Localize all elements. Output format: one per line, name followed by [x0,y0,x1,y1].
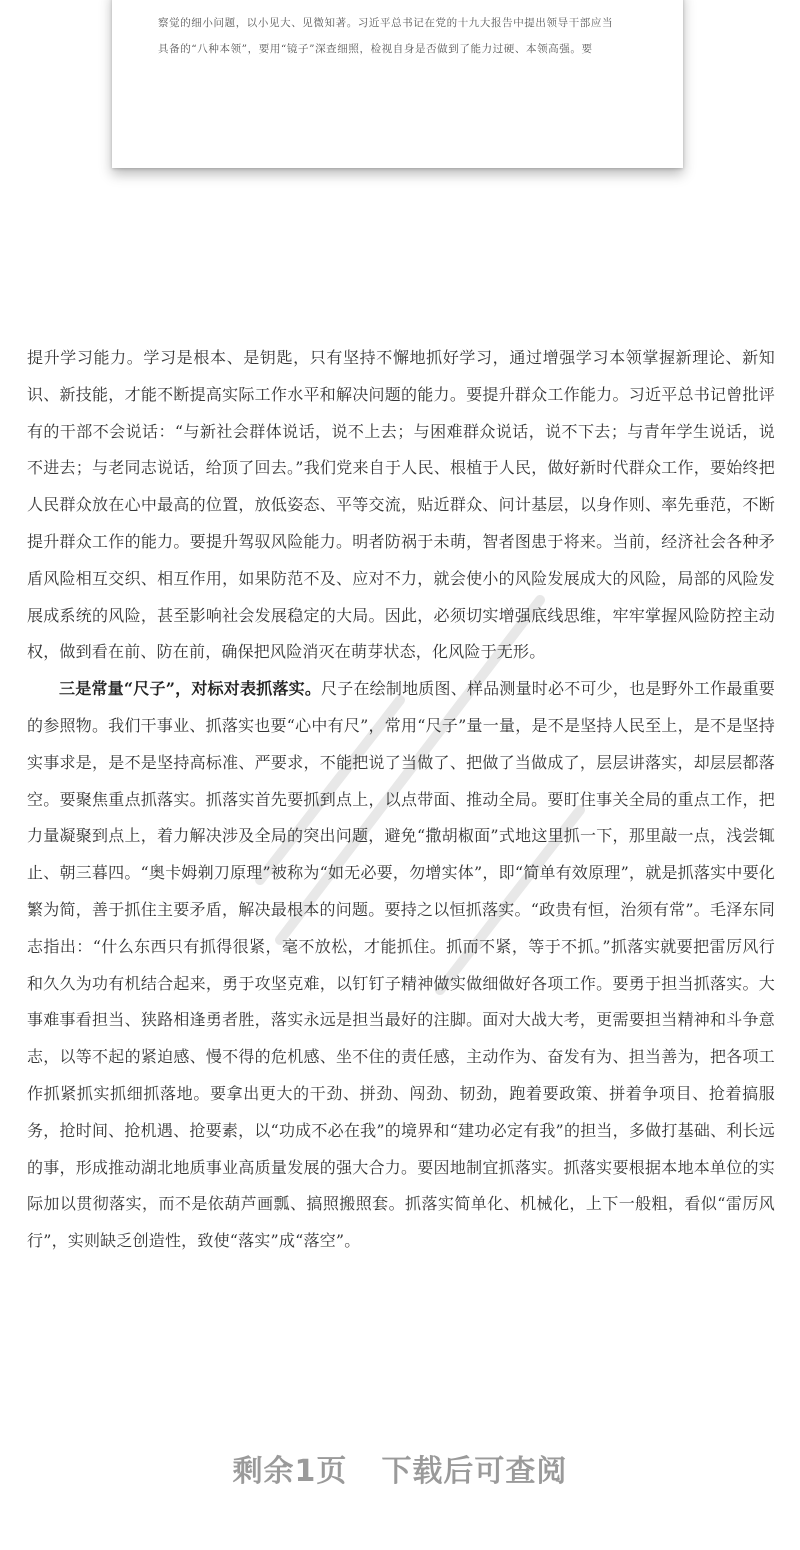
preview-line-1: 察觉的细小问题，以小见大、见微知著。习近平总书记在党的十九大报告中提出领导干部应当 [158,17,614,29]
remaining-pages-label: 剩余1页 [232,1454,348,1489]
article-paragraph: 提升学习能力。学习是根本、是钥匙，只有坚持不懈地抓好学习，通过增强学习本领掌握新理论、新知识、新技能，才能不断提高实际工作水平和解决问题的能力。要提升群众工作能力。习近平总书记曾批评有的干部不会说话：“与新社会群体说话，说不上去；与困难群众说话，说不下去；与青年学生说话，说不进去；与老同志说话，给顶了回去。”我们党来自于人民、根植于人民，做好新时代群众工作，要始终把人民群众放在心中最高的位置，放低姿态、平等交流，贴近群众、问计基层，以身作则、率先垂范，不断提升群众工作的能力。要提升驾驭风险能力。明者防祸于未萌，智者图患于将来。当前，经济社会各种矛盾风险相互交织、相互作用，如果防范不及、应对不力，就会使小的风险发展成大的风险，局部的风险发展成系统的风险，甚至影响社会发展稳定的大局。因此，必须切实增强底线思维，牢牢掌握风险防控主动权，做到看在前、防在前，确保把风险消灭在萌芽状态，化风险于无形。 [27,348,775,662]
section-heading: 三是常量“尺子”，对标对表抓落实。 [59,679,322,699]
article-body [27,340,775,1260]
article-paragraph [27,671,775,1260]
document-preview-card [112,0,683,168]
download-prompt-banner[interactable] [0,1446,800,1490]
paragraph-body: 尺子在绘制地质图、样品测量时必不可少，也是野外工作最重要的参照物。我们干事业、抓落实也要“心中有尺”，常用“尺子”量一量，是不是坚持人民至上，是不是坚持实事求是，是不是坚持高标准、严要求，不能把说了当做了、把做了当做成了，层层讲落实，却层层都落空。要聚焦重点抓落实。抓落实首先要抓到点上，以点带面、推动全局。要盯住事关全局的重点工作，把力量凝聚到点上，着力解决涉及全局的突出问题，避免“撒胡椒面”式地这里抓一下，那里敲一点，浅尝辄止、朝三暮四。“奥卡姆剃刀原理”被称为“如无必要，勿增实体”，即“简单有效原理”，就是抓落实中要化繁为简，善于抓住主要矛盾，解决最根本的问题。要持之以恒抓落实。“政贵有恒，治须有常”。毛泽东同志指出：“什么东西只有抓得很紧，毫不放松，才能抓住。抓而不紧，等于不抓。”抓落实就要把雷厉风行和久久为功有机结合起来，勇于攻坚克难，以钉钉子精神做实做细做好各项工作。要勇于担当抓落实。大事难事看担当、狭路相逢勇者胜，落实永远是担当最好的注脚。面对大战大考，更需要担当精神和斗争意志，以等不起的紧迫感、慢不得的危机感、坐不住的责任感，主动作为、奋发有为、担当善为，把各项工作抓紧抓实抓细抓落地。要拿出更大的干劲、拼劲、闯劲、韧劲，跑着要政策、拼着争项目、抢着搞服务，抢时间、抢机遇、抢要素，以“功成不必在我”的境界和“建功必定有我”的担当，多做打基础、利长远的事，形成推动湖北地质事业高质量发展的强大合力。要因地制宜抓落实。抓落实要根据本地本单位的实际加以贯彻落实，而不是依葫芦画瓢、搞照搬照套。抓落实简单化、机械化，上下一般粗，看似“雷厉风行”，实则缺乏创造性，致使“落实”成“落空”。 [27,679,775,1251]
preview-line-2: 具备的“八种本领”，要用“镜子”深查细照，检视自身是否做到了能力过硬、本领高强。要 [158,43,593,55]
download-to-view-label[interactable]: 下载后可查阅 [381,1454,568,1489]
